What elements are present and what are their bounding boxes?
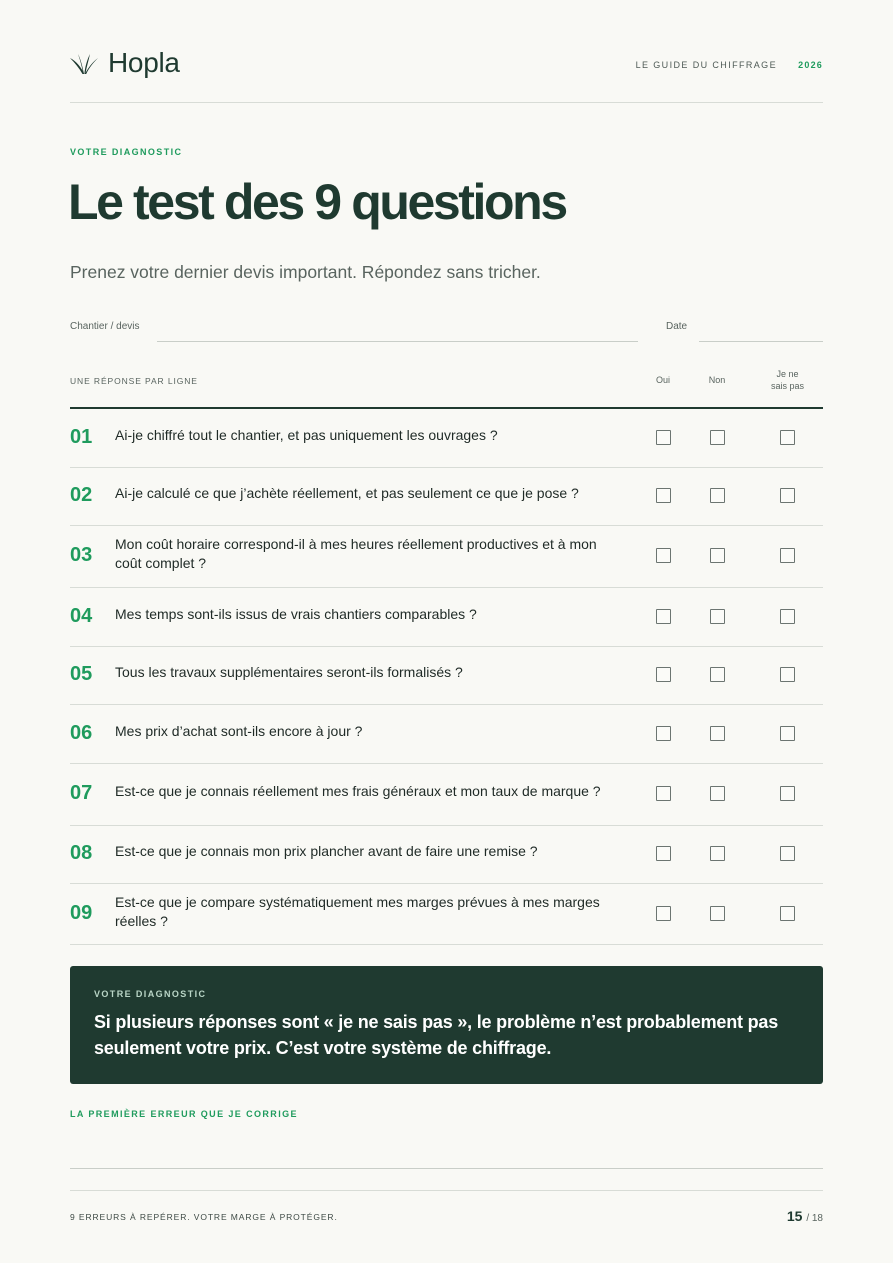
page-number [700,1208,823,1224]
checkbox-yes[interactable] [656,906,671,921]
checkbox-no[interactable] [710,726,725,741]
checkbox-yes[interactable] [656,846,671,861]
question-number: 07 [70,782,93,804]
checkbox-unknown[interactable] [780,726,795,741]
guide-year: 2026 [798,60,823,70]
banner-eyebrow: VOTRE DIAGNOSTIC [94,989,207,999]
checkbox-no[interactable] [710,786,725,801]
checkbox-unknown[interactable] [780,846,795,861]
checkbox-yes[interactable] [656,548,671,563]
date-field[interactable] [699,341,823,342]
checkbox-no[interactable] [710,548,725,563]
answer-hint: UNE RÉPONSE PAR LIGNE [70,376,198,386]
checkbox-yes[interactable] [656,786,671,801]
project-field[interactable] [157,341,638,342]
question-row [70,764,823,826]
question-number: 03 [70,544,93,566]
checkbox-yes[interactable] [656,609,671,624]
correction-field[interactable] [70,1168,823,1169]
checkbox-no[interactable] [710,609,725,624]
column-unknown-line2: sais pas [770,381,805,391]
question-text: Est-ce que je connais mon prix plancher avant de faire une remise ? [115,843,538,859]
checkbox-yes[interactable] [656,430,671,445]
date-label: Date [666,321,688,332]
checkbox-no[interactable] [710,430,725,445]
current-page: 15 [786,1208,803,1224]
checkbox-no[interactable] [710,906,725,921]
checkbox-no[interactable] [710,667,725,682]
checkbox-yes[interactable] [656,667,671,682]
checkbox-unknown[interactable] [780,488,795,503]
question-row [70,647,823,705]
header-divider [70,102,823,103]
question-number: 01 [70,425,93,448]
question-text: Mes temps sont-ils issus de vrais chantiers comparables ? [115,605,477,622]
question-row [70,409,823,468]
checkbox-unknown[interactable] [780,609,795,624]
question-row [70,468,823,526]
footer-divider [70,1190,823,1191]
checkbox-unknown[interactable] [780,786,795,801]
checkbox-yes[interactable] [656,726,671,741]
question-row [70,705,823,764]
question-number: 02 [70,484,93,506]
column-no: Non [708,375,726,385]
checkbox-unknown[interactable] [780,430,795,445]
question-row [70,526,823,588]
question-row [70,588,823,647]
question-text: Ai-je calculé ce que j’achète réellement, et pas seulement ce que je pose ? [115,485,579,501]
diagnostic-banner [70,966,823,1084]
page-lead: Prenez votre dernier devis important. Répondez sans tricher. [70,262,541,282]
question-text: Ai-je chiffré tout le chantier, et pas uniquement les ouvrages ? [115,426,498,443]
checkbox-unknown[interactable] [780,548,795,563]
column-yes: Oui [655,375,670,385]
column-unknown-line1: Je ne [776,369,799,379]
question-number: 05 [70,663,93,685]
question-text: Tous les travaux supplémentaires seront-ils formalisés ? [115,664,463,680]
section-eyebrow: VOTRE DIAGNOSTIC [70,147,183,157]
question-row [70,826,823,884]
question-number: 04 [70,604,93,627]
checkbox-yes[interactable] [656,488,671,503]
column-unknown [755,368,820,392]
question-text: Est-ce que je connais réellement mes frais généraux et mon taux de marque ? [115,783,601,799]
checkbox-unknown[interactable] [780,906,795,921]
checkbox-unknown[interactable] [780,667,795,682]
brand-name: Hopla [108,47,180,78]
question-text: Mon coût horaire correspond-il à mes heures réellement productives et à mon coût complet ? [115,536,597,571]
footer-tagline: 9 ERREURS À REPÉRER. VOTRE MARGE À PROTÉGER. [70,1212,338,1222]
checkbox-no[interactable] [710,488,725,503]
question-text: Mes prix d’achat sont-ils encore à jour ? [115,722,363,739]
question-number: 06 [70,721,93,744]
guide-title: LE GUIDE DU CHIFFRAGE [635,60,777,70]
page-title: Le test des 9 questions [68,174,566,230]
banner-text: Si plusieurs réponses sont « je ne sais pas », le problème n’est probablement pas seulement votre prix. C’est votre système de chiffrage. [94,1012,779,1058]
correction-label: LA PREMIÈRE ERREUR QUE JE CORRIGE [70,1109,298,1119]
leaf-fan-icon [70,52,98,76]
question-text: Est-ce que je compare systématiquement mes marges prévues à mes marges réelles ? [115,893,600,929]
question-number: 09 [70,901,93,924]
checkbox-no[interactable] [710,846,725,861]
total-pages: / 18 [806,1213,823,1224]
question-number: 08 [70,842,93,864]
project-label: Chantier / devis [70,321,140,332]
question-row [70,884,823,945]
